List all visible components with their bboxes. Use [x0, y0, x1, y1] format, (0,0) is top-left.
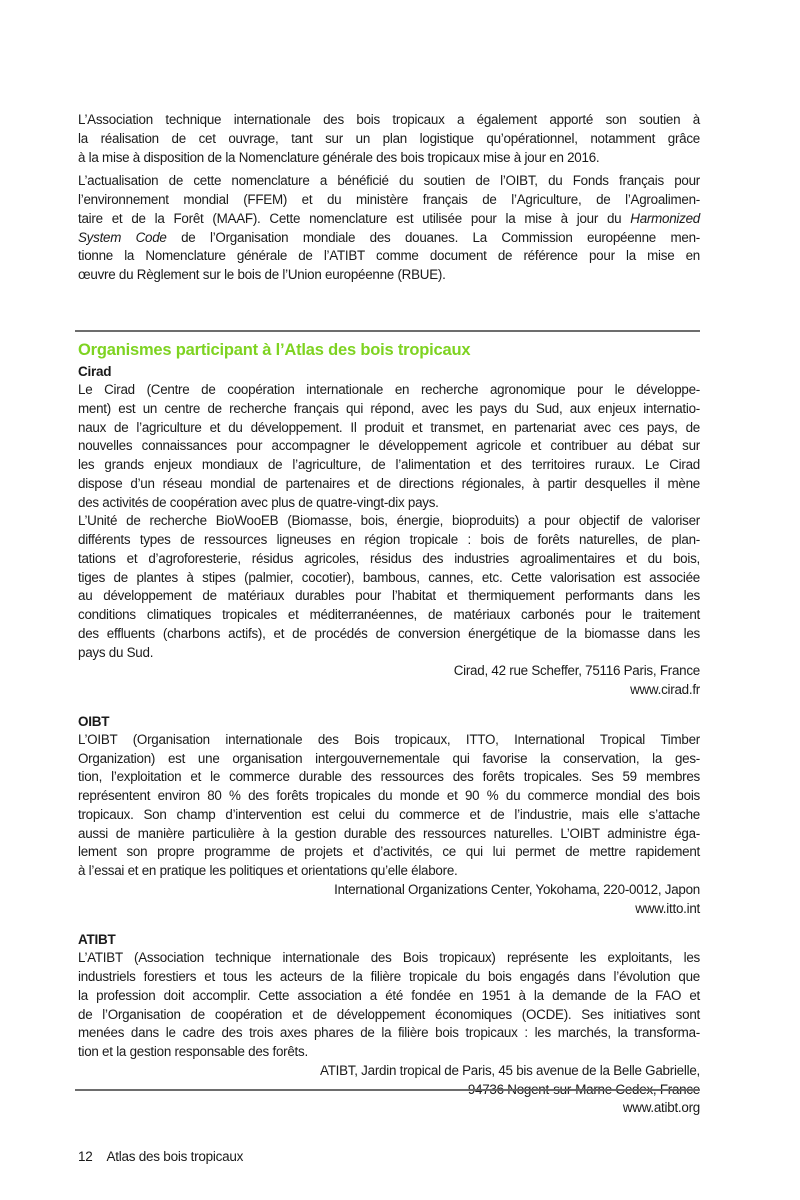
cirad-biowooeb-description — [78, 512, 700, 662]
text-line: à l’essai et en pratique les politiques et orientations qu’elle élabore. — [78, 863, 458, 878]
text-line: tionne la Nomenclature générale de l’ATIBT comme document de référence pour la mise en — [78, 248, 700, 264]
section-title: Organismes participant à l’Atlas des bois tropicaux — [78, 341, 471, 359]
text-line: représentent environ 80 % des forêts tropicales du monde et 90 % du commerce mondial des bois — [78, 788, 700, 803]
website-link[interactable]: www.atibt.org — [622, 1100, 700, 1116]
text-line: la réalisation de cet ouvrage, tant sur un plan logistique qu’opérationnel, notamment grâce — [78, 130, 700, 146]
intro-paragraph-1 — [78, 111, 700, 167]
section-divider-bottom — [75, 1089, 700, 1091]
text-line: L’Association technique internationale des bois tropicaux a également apporté son soutien à — [78, 112, 700, 127]
text-line: tion, l’exploitation et le commerce durable des ressources des forêts tropicales. Ses 59 membres — [78, 769, 700, 785]
text-line: œuvre du Règlement sur le bois de l’Union européenne (RBUE). — [78, 267, 446, 282]
text-line: tropicaux. Son champ d’intervention est celui du commerce et de l’industrie, mais elle s’attache — [78, 806, 700, 822]
section-divider — [75, 330, 700, 332]
text-line: les grands enjeux mondiaux de l’agriculture, de l’alimentation et des territoires ruraux. Le Cirad — [78, 457, 700, 472]
text-line: pays du Sud. — [78, 644, 154, 660]
text-line: au développement de matériaux durables pour l’habitat et thermiquement performants dans les — [78, 588, 700, 604]
text-line: lement son propre programme de projets et d’activités, ce qui lui permet de mettre rapidement — [78, 844, 700, 860]
address-line: ATIBT, Jardin tropical de Paris, 45 bis avenue de la Belle Gabrielle, — [320, 1062, 700, 1078]
italic-term: System Code — [78, 229, 167, 245]
text-line: l’environnement mondial (FFEM) et du ministère français de l’Agriculture, de l’Agroalimen- — [78, 192, 700, 207]
website-link[interactable]: www.cirad.fr — [630, 682, 700, 697]
intro-text — [78, 111, 700, 285]
text-line: ment) est un centre de recherche français qui répond, avec les pays du Sud, aux enjeux internatio- — [78, 400, 700, 416]
website-link[interactable]: www.itto.int — [635, 900, 700, 916]
text-line: menées dans le cadre des trois axes phares de la filière bois tropicaux : les marchés, la transforma- — [78, 1025, 700, 1041]
text-line: conditions climatiques tropicales et méditerranéennes, de matériaux carbonés pour le traitement — [78, 607, 700, 622]
text-line: de l’Organisation de coopération et de développement économiques (OCDE). Ses initiatives sont — [78, 1006, 700, 1022]
oibt-description — [78, 731, 700, 881]
text-line: aussi de manière particulière à la gestion durable des ressources naturelles. L’OIBT administre éga- — [78, 825, 700, 841]
text-line: L’actualisation de cette nomenclature a bénéficié du soutien de l’OIBT, du Fonds français pour — [78, 173, 700, 189]
atibt-description — [78, 949, 700, 1062]
address-line: International Organizations Center, Yokohama, 220-0012, Japon — [334, 881, 700, 897]
text-span: taire et de la Forêt (MAAF). Cette nomenclature est utilisée pour la mise à jour du — [78, 210, 631, 226]
cirad-description — [78, 381, 700, 512]
text-line: tiges de plantes à stipes (palmier, cocotier), bambous, cannes, etc. Cette valorisation est associée — [78, 569, 700, 585]
text-line: industriels forestiers et tous les acteurs de la filière tropicale du bois engagés dans l’évolution que — [78, 969, 700, 984]
text-line: tion et la gestion responsable des forêts. — [78, 1044, 308, 1059]
text-line: L’ATIBT (Association technique internationale des Bois tropicaux) représente les exploitants, les — [78, 950, 700, 966]
text-line — [78, 210, 700, 229]
intro-paragraph-2 — [78, 172, 700, 285]
text-line: Le Cirad (Centre de coopération internationale en recherche agronomique pour le développe- — [78, 382, 700, 397]
organisms-section — [78, 338, 700, 1118]
page-number: 12 — [78, 1149, 93, 1164]
org-name-cirad: Cirad — [78, 364, 112, 379]
text-line: Organization) est une organisation intergouvernementale qui favorise la conservation, la ges- — [78, 750, 700, 766]
text-line: des activités de coopération avec plus de quatre-vingt-dix pays. — [78, 494, 439, 510]
oibt-address — [78, 881, 700, 919]
text-line: tations et d’agroforesterie, résidus agricoles, résidus des industries agroalimentaires et du bois, — [78, 550, 700, 566]
cirad-address — [78, 662, 700, 700]
text-span: de l’Organisation mondiale des douanes. La Commission européenne men- — [166, 229, 700, 245]
text-line: à la mise à disposition de la Nomenclature générale des bois tropicaux mise à jour en 2016. — [78, 149, 600, 165]
text-line: différents types de ressources ligneuses en région tropicale : bois de forêts naturelles, de plan- — [78, 532, 700, 547]
text-line: la profession doit accomplir. Cette association a été fondée en 1951 à la demande de la FAO et — [78, 987, 700, 1003]
address-line: Cirad, 42 rue Scheffer, 75116 Paris, France — [453, 663, 700, 679]
page-footer — [78, 1149, 257, 1164]
text-line: des effluents (charbons actifs), et de procédés de conversion énergétique de la biomasse dans les — [78, 625, 700, 641]
text-line: L’OIBT (Organisation internationale des Bois tropicaux, ITTO, International Tropical Timber — [78, 731, 700, 747]
running-title: Atlas des bois tropicaux — [106, 1149, 244, 1164]
text-line — [78, 229, 700, 248]
org-name-atibt: ATIBT — [78, 932, 116, 948]
italic-term: Harmonized — [630, 210, 700, 226]
text-line: L’Unité de recherche BioWooEB (Biomasse, bois, énergie, bioproduits) a pour objectif de valoriser — [78, 513, 700, 529]
text-line: nouvelles connaissances pour accompagner le développement agricole et contribuer au débat sur — [78, 438, 700, 454]
text-line: dispose d’un réseau mondial de partenaires et de directions régionales, à partir desquelles il mène — [78, 475, 700, 491]
org-name-oibt: OIBT — [78, 713, 110, 729]
text-line: naux de l’agriculture et du développement. Il produit et transmet, en partenariat avec ces pays, de — [78, 419, 700, 435]
